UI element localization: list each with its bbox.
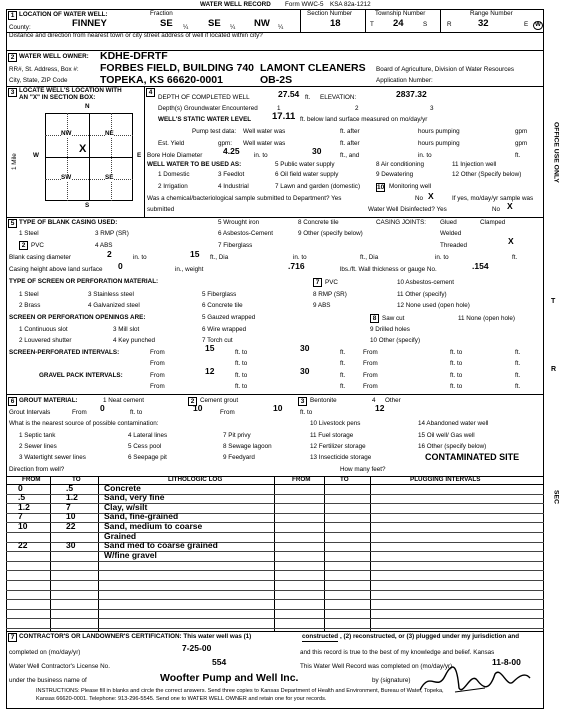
depth-value: 27.54 <box>278 89 300 99</box>
screen-11: 11 Other (specify) <box>397 291 447 298</box>
log-to-cell: 22 <box>66 520 76 531</box>
county-label: County: <box>9 24 31 31</box>
blank-in-to-2: in. to <box>293 254 307 261</box>
casing-2-box: 2 <box>19 241 28 250</box>
joint-clamped: Clamped <box>480 219 506 226</box>
gw-3: 3 <box>430 105 434 112</box>
water-well-record-form: WATER WELL RECORD Form WWC-5 KSA 82a-1212 1 LOCATION OF WATER WELL: County: FINNEY Fraction SE ¼ SE ¼ NW ¼ Section Number 18 Township Number T 24 S Range Number R 32 E W Distance and direction from nearest town or city street address of well if located within city? 2 WATER WELL OWNER: KDHE-DFRTF RR#, St. Address, Box #: FORBES FIELD, BUILDING 740 LAMONT CLEANERS Board of Agriculture, Division of Water Resources City, State, ZIP Code TOPEKA, KS 66620-0001 OB-2S Application Number: 3 LOCATE WELL'S LOCATION WITH AN "X" IN SECTION BOX: N S W E 1 Mile NW NE SW SE X 4 DEPTH OF COMPLETED WELL 27.54 ft. ELEVATION: 2837.32 Depth(s) Groundwater Encountered 1 2 3 WELL'S STATIC WATER LEVEL 17.11 ft. below land surface measured on mo/day/yr Pump test data: Well water was ft. after hours pumping gpm Est. Yield gpm: Well water was ft. after hours pumping gpm Bore Hole Diameter 4.25 in. to 30 ft., and in. to ft. WELL WATER TO BE USED AS: 5 Public water supply 8 Air conditioning 11 Injection well 1 Domestic 3 Feedlot 6 Oil field water supply 9 Dewatering 12 Other (Specify below) 2 Irrigation 4 Industrial 7 Lawn and garden (domestic) 10 Monitoring well Was a chemical/bacteriological sample submitted to Department? Yes No X If yes, mo/day/yr sample was submitted Water Well Disinfected? Yes No X 5 TYPE OF BLANK CASING USED: 5 Wrought iron 8 Concrete tile CASING JOINTS: Glued Clamped 1 Steel 3 RMP (SR) 6 Asbestos-Cement 9 Other (specify below) Welded 2 PVC 4 ABS 7 Fiberglass Threaded X Blank casing diameter 2 in. to 15 ft., Dia in. to ft., Dia in. to ft. Casing height above land surface 0 in., weight .716 lbs./ft. Wall thickness or gauge No. .154 TYPE OF SCREEN OR PERFORATION MATERIAL: 7 PVC 10 Asbestos-cement 1 Steel 3 Stainless steel 5 Fiberglass 8 RMP (SR) 11 Other (specify) 2 Brass 4 Galvanized steel 6 Concrete tile 9 ABS 12 None used (open hole) SCREEN OR PERFORATION OPENINGS ARE: 5 Gauzed wrapped 8 Saw cut 11 None (open hole) 1 Continuous slot 3 Mill slot 6 Wire wrapped 9 Drilled holes 2 Louvered shutter 4 Key punched 7 Torch cut 10 Other (specify) SCREEN-PERFORATED INTERVALS: From 15 ft. to 30 ft. From ft. to ft. From ft. to ft. From ft. to ft. GRAVEL PACK INTERVALS: From 12 ft. to 30 ft. From ft. to ft. From ft. to ft. From ft. to ft. 6 GROUT MATERIAL: 1 Neat cement 2 Cement grout 3 Bentonite 4 Other Grout Intervals From 0 ft. to 10 From 10 ft. to 12 What is the nearest source of possible contamination: 1 Septic tank 4 Lateral lines 7 Pit privy 10 Livestock pens 14 Abandoned water well 2 Sewer lines 5 Cess pool 8 Sewage lagoon 11 Fuel storage 15 Oil well/ Gas well 3 Watertight sewer lines 6 Seepage pit 9 Feedyard 12 Fertilizer storage 16 Other (specify below) 13 Insecticide storage CONTAMINATED SITE Direction from well? How many feet? FROM TO LITHOLOGIC LOG FROM TO PLUGGING INTERVALS 0 .5 Concrete .5 1.2 Sand, very fine 1.2 7 Clay, w/silt 7 10 Sand, fine-grained 10 22 Sand, medium to coarse Grained 22 30 Sand med to coarse grained W/fine gravel 7 CONTRACTOR'S OR LANDOWNER'S CERTIFICATION: This water well was (1) constructed , (2) reconstructed, or (3) plugged under my jurisdiction and completed on (mo/day/yr) 7-25-00 and this record is true to the best of my knowledge and belief. Kansas Water Well Contractor's License No. 554 This Water Well Record was completed on (mo/day/yr) 11-8-00 under the business name of Woofter Pump and Well Inc. by (signature) INSTRUCTIONS: Please fill in blanks and circle the correct answers. Send three copies to Kansas Department of Health and Environment, Bureau of Water, Topeka, Kansas 66620-0001. Telephone: 913-296-5545. Send one to WATER WELL OWNER and retain one for your records. OFFICE USE ONLY T R SEC <box>0 0 567 720</box>
sp-from-label-3: From <box>150 360 165 367</box>
blank-in-to: in. to <box>133 254 147 261</box>
log-row-line <box>6 561 544 562</box>
use-7: 7 Lawn and garden (domestic) <box>275 183 361 190</box>
sp-ft-3: ft. <box>340 360 346 367</box>
screen-10: 10 Asbestos-cement <box>397 279 455 286</box>
grout-4: 4 <box>372 397 376 404</box>
screen-8: 8 RMP (SR) <box>313 291 347 298</box>
city-value: TOPEKA, KS 66620-0001 <box>100 74 223 86</box>
wall-label: lbs./ft. Wall thickness or gauge No. <box>340 266 437 273</box>
gp-ft-2: ft. <box>515 372 521 379</box>
record-title: WATER WELL RECORD <box>200 1 271 8</box>
pump-label: Pump test data: <box>192 128 237 135</box>
opening-8-box: 8 <box>370 314 379 323</box>
location-label: LOCATION OF WATER WELL: <box>19 11 108 18</box>
opening-10: 10 Other (specify) <box>370 337 421 344</box>
address-value: FORBES FIELD, BUILDING 740 <box>100 62 255 74</box>
use-3: 3 Feedlot <box>218 171 245 178</box>
log-to-cell: 1.2 <box>66 492 78 503</box>
use-2: 2 Irrigation <box>158 183 188 190</box>
fraction-q1: SE <box>160 18 173 29</box>
gp-ft-4: ft. <box>515 383 521 390</box>
lithologic-log-header: LITHOLOGIC LOG <box>168 476 223 483</box>
depth-label: DEPTH OF COMPLETED WELL <box>158 94 250 101</box>
joint-welded: Welded <box>440 230 462 237</box>
section-number-value: 18 <box>330 18 341 29</box>
ksa-ref: KSA 82a-1212 <box>330 1 371 8</box>
sp-label: SCREEN-PERFORATED INTERVALS: <box>9 349 120 356</box>
opening-4: 4 Key punched <box>113 337 156 344</box>
chem-if-yes: If yes, mo/day/yr sample was <box>452 195 534 202</box>
casing-joints: CASING JOINTS: <box>376 219 427 226</box>
source-2: 2 Sewer lines <box>19 443 57 450</box>
static-rest: ft. below land surface measured on mo/day/yr <box>300 116 428 123</box>
section-2-number: 2 <box>8 53 17 62</box>
use-10-box: 10 <box>377 184 385 191</box>
ob-value: OB-2S <box>260 74 293 86</box>
quad-nw: NW <box>61 130 72 137</box>
side-t: T <box>551 298 556 305</box>
log-desc-cell: Sand, very fine <box>104 492 165 503</box>
record-label: This Water Well Record was completed on (mo/day/yr) <box>300 663 453 670</box>
chem-no: No <box>415 195 424 202</box>
casing-2-pvc: PVC <box>31 242 44 249</box>
sp-ft-to-3: ft. to <box>235 360 248 367</box>
opening-3: 3 Mill slot <box>113 326 140 333</box>
log-row-line <box>6 513 544 514</box>
casing-6: 6 Asbestos-Cement <box>218 230 273 237</box>
source-9: 9 Feedyard <box>223 454 255 461</box>
source-14: 14 Abandoned water well <box>418 420 489 427</box>
section-1-number: 1 <box>8 11 17 20</box>
gi-ft-to: ft. to <box>130 409 143 416</box>
license-label: Water Well Contractor's License No. <box>9 663 110 670</box>
grout-2-box: 2 <box>188 397 197 406</box>
weight-value: .716 <box>288 261 305 271</box>
locate-label-2: AN "X" IN SECTION BOX: <box>19 94 96 101</box>
elev-value: 2837.32 <box>396 89 427 99</box>
section-5-number: 5 <box>8 219 17 228</box>
gi-from-label: From <box>72 409 87 416</box>
log-desc-cell: Clay, w/silt <box>104 501 148 512</box>
range-label: Range Number <box>470 10 513 17</box>
quarter-sym-3: ¼ <box>278 24 284 31</box>
bore-in-to-2: in. to <box>418 152 432 159</box>
gp-label: GRAVEL PACK INTERVALS: <box>39 372 123 379</box>
business-label: under the business name of <box>9 677 87 684</box>
chem-submitted: submitted <box>147 206 175 213</box>
source-label: What is the nearest source of possible contamination: <box>9 420 159 427</box>
static-value: 17.11 <box>272 111 296 122</box>
range-e: E <box>524 21 529 28</box>
log-to-cell: .5 <box>66 482 74 493</box>
gp-from-label-4: From <box>363 383 378 390</box>
quad-ne: NE <box>105 130 114 137</box>
township-value: 24 <box>393 18 404 29</box>
compass-e: E <box>137 152 142 159</box>
grout-2-cement: Cement grout <box>200 397 239 404</box>
source-1: 1 Septic tank <box>19 432 56 439</box>
gi-to-value-2: 12 <box>375 403 385 413</box>
range-prefix: R <box>447 21 452 28</box>
source-6: 6 Seepage pit <box>128 454 167 461</box>
gp-to-value: 30 <box>300 366 310 376</box>
source-11: 11 Fuel storage <box>310 432 354 439</box>
quarter-sym-1: ¼ <box>183 24 189 31</box>
compass-w: W <box>33 152 39 159</box>
locate-label: LOCATE WELL'S LOCATION WITH <box>19 87 122 94</box>
fraction-q2: SE <box>208 18 221 29</box>
source-13: 13 Insecticide storage <box>310 454 372 461</box>
use-8: 8 Air conditioning <box>376 161 424 168</box>
yield-gpm-2: gpm <box>515 140 528 147</box>
log-to-cell: 30 <box>66 540 76 551</box>
record-date: 11-8-00 <box>492 657 521 667</box>
opening-6: 6 Wire wrapped <box>202 326 247 333</box>
use-label: WELL WATER TO BE USED AS: <box>147 161 242 168</box>
screen-6: 6 Concrete tile <box>202 302 243 309</box>
bore-ft: ft. <box>515 152 521 159</box>
bore-ft-and: ft., and <box>340 152 360 159</box>
screen-3: 3 Stainless steel <box>88 291 134 298</box>
openings-label: SCREEN OR PERFORATION OPENINGS ARE: <box>9 314 146 321</box>
source-12: 12 Fertilizer storage <box>310 443 366 450</box>
sp-ft-to: ft. to <box>235 349 248 356</box>
height-weight: in., weight <box>175 266 204 273</box>
casing-label: TYPE OF BLANK CASING USED: <box>19 219 118 226</box>
blank-dia-value: 2 <box>107 249 112 259</box>
pump-hours: hours pumping <box>418 128 460 135</box>
gp-ft-to-4: ft. to <box>450 383 463 390</box>
use-5: 5 Public water supply <box>275 161 335 168</box>
screen-4: 4 Galvanized steel <box>88 302 140 309</box>
joint-glued: Glued <box>440 219 457 226</box>
township-label: Township Number <box>375 10 426 17</box>
disinf-no: No <box>492 206 501 213</box>
source-5: 5 Cess pool <box>128 443 162 450</box>
log-from-cell: 7 <box>18 511 23 522</box>
gw-2: 2 <box>355 105 359 112</box>
board-label: Board of Agriculture, Division of Water Resources <box>376 66 515 73</box>
log-row-line <box>6 599 544 600</box>
business-value: Woofter Pump and Well Inc. <box>160 672 299 684</box>
casing-8: 8 Concrete tile <box>298 219 339 226</box>
side-r: R <box>551 366 557 373</box>
yield-hours: hours pumping <box>418 140 460 147</box>
plug-from-header: FROM <box>292 476 311 483</box>
use-9: 9 Dewatering <box>376 171 414 178</box>
gp-from-label-3: From <box>150 383 165 390</box>
opening-7: 7 Torch cut <box>202 337 233 344</box>
true-label: and this record is true to the best of my knowledge and belief. Kansas <box>300 649 495 656</box>
log-row-line <box>6 503 544 504</box>
log-row-line <box>6 522 544 523</box>
yield-ft-after: ft. after <box>340 140 360 147</box>
gi-ft-to-2: ft. to <box>300 409 313 416</box>
source-15: 15 Oil well/ Gas well <box>418 432 475 439</box>
opening-2: 2 Louvered shutter <box>19 337 72 344</box>
log-to-header: TO <box>72 476 81 483</box>
gp-ft-3: ft. <box>340 383 346 390</box>
well-location-x: X <box>79 143 87 155</box>
sp-ft-2: ft. <box>515 349 521 356</box>
screen-label: TYPE OF SCREEN OR PERFORATION MATERIAL: <box>9 278 159 285</box>
sp-from-label-4: From <box>363 360 378 367</box>
side-sec: SEC <box>552 490 560 504</box>
screen-1: 1 Steel <box>19 291 39 298</box>
section-4-number: 4 <box>146 88 155 97</box>
source-8: 8 Sewage lagoon <box>223 443 272 450</box>
owner-value: KDHE-DFRTF <box>100 50 168 62</box>
disinf-no-x: X <box>507 201 513 211</box>
log-desc-cell: Sand, medium to coarse <box>104 520 203 531</box>
yield-gpm: gpm: <box>218 140 232 147</box>
bore-label: Bore Hole Diameter <box>147 152 203 159</box>
opening-9: 9 Drilled holes <box>370 326 410 333</box>
joint-threaded: Threaded <box>440 242 467 249</box>
sp-from-label-2: From <box>363 349 378 356</box>
log-desc-cell: Concrete <box>104 482 141 493</box>
screen-2: 2 Brass <box>19 302 41 309</box>
opening-11: 11 None (open hole) <box>458 315 515 322</box>
range-value: 32 <box>478 18 489 29</box>
completed-label: completed on (mo/day/yr) <box>9 649 81 656</box>
opening-8-saw: Saw cut <box>382 315 405 322</box>
use-11: 11 Injection well <box>452 161 497 168</box>
compass-n: N <box>85 103 90 110</box>
contractor-signature <box>415 662 535 702</box>
grout-other: Other <box>385 397 401 404</box>
casing-7: 7 Fiberglass <box>218 242 253 249</box>
log-desc-cell: Sand med to coarse grained <box>104 540 218 551</box>
chem-no-x: X <box>428 191 434 201</box>
wall-value: .154 <box>472 261 489 271</box>
section-6-number: 6 <box>8 397 17 406</box>
opening-1: 1 Continuous slot <box>19 326 68 333</box>
section-number-label: Section Number <box>307 10 353 17</box>
blank-to-value: 15 <box>190 249 200 259</box>
use-1: 1 Domestic <box>158 171 190 178</box>
gp-from-value: 12 <box>205 366 215 376</box>
compass-s: S <box>85 202 90 209</box>
blank-in-to-3: in. to <box>435 254 449 261</box>
pump-well-water: Well water was <box>243 128 286 135</box>
sp-ft-to-2: ft. to <box>450 349 463 356</box>
pump-gpm: gpm <box>515 128 528 135</box>
grout-intervals-label: Grout Intervals <box>9 409 51 416</box>
rr-label: RR#, St. Address, Box #: <box>9 66 79 73</box>
grout-3-bentonite: Bentonite <box>310 397 337 404</box>
screen-7-box: 7 <box>313 278 322 287</box>
quad-se: SE <box>105 174 114 181</box>
log-row-line <box>6 542 544 543</box>
log-row-line <box>6 609 544 610</box>
yield-label: Est. Yield <box>158 140 185 147</box>
gp-ft-to: ft. to <box>235 372 248 379</box>
log-row-line <box>6 580 544 581</box>
casing-1: 1 Steel <box>19 230 39 237</box>
mile-label: 1 Mile <box>11 153 18 170</box>
signature-label: by (signature) <box>372 677 411 684</box>
sp-ft: ft. <box>340 349 346 356</box>
instructions-1: INSTRUCTIONS: Please fill in blanks and circle the correct answers. Send three copies to Kansas Department of Health and Environment, Bureau of Water, Topeka, <box>36 688 444 694</box>
elev-label: ELEVATION: <box>320 94 357 101</box>
township-suffix: S <box>423 21 428 28</box>
grout-1: 1 Neat cement <box>103 397 144 404</box>
range-w-circled: W <box>535 21 541 28</box>
distance-label: Distance and direction from nearest town or city street address of well if located within city? <box>9 32 263 39</box>
bore-in-to: in. to <box>254 152 268 159</box>
blank-dia-label: Blank casing diameter <box>9 254 71 261</box>
bore-to-value: 30 <box>312 146 322 156</box>
screen-9: 9 ABS <box>313 302 331 309</box>
gi-to-value: 10 <box>193 403 203 413</box>
form-number: Form WWC-5 <box>285 1 324 8</box>
log-row-line <box>6 628 544 629</box>
cert-constructed: constructed <box>302 633 339 640</box>
fraction-q3: NW <box>254 18 270 29</box>
sp-ft-to-4: ft. to <box>450 360 463 367</box>
log-row-line <box>6 551 544 552</box>
height-label: Casing height above land surface <box>9 266 103 273</box>
gp-ft-to-3: ft. to <box>235 383 248 390</box>
log-to-cell: 10 <box>66 511 76 522</box>
log-row-line <box>6 570 544 571</box>
lamont-cleaners: LAMONT CLEANERS <box>260 62 366 74</box>
gp-from-label-2: From <box>363 372 378 379</box>
gw-label: Depth(s) Groundwater Encountered <box>158 105 258 112</box>
source-10: 10 Livestock pens <box>310 420 361 427</box>
source-3: 3 Watertight sewer lines <box>19 454 86 461</box>
log-row-line <box>6 590 544 591</box>
log-desc-cell: Sand, fine-grained <box>104 511 179 522</box>
log-from-cell: 0 <box>18 482 23 493</box>
use-4: 4 Industrial <box>218 183 249 190</box>
gp-from-label: From <box>150 372 165 379</box>
opening-5: 5 Gauzed wrapped <box>202 314 256 321</box>
section-7-number: 7 <box>8 633 17 642</box>
log-desc-cell: Grained <box>104 530 137 541</box>
city-label: City, State, ZIP Code <box>9 77 68 84</box>
use-10-monitoring: Monitoring well <box>389 183 431 190</box>
instructions-2: Kansas 66620-0001. Telephone: 913-296-5545. Send one to WATER WELL OWNER and retain one for your records. <box>36 696 327 702</box>
source-4: 4 Lateral lines <box>128 432 168 439</box>
plug-to-header: TO <box>340 476 349 483</box>
county-value: FINNEY <box>72 18 107 29</box>
grout-label: GROUT MATERIAL: <box>19 397 78 404</box>
grout-3-box: 3 <box>298 397 307 406</box>
height-value: 0 <box>118 261 123 271</box>
casing-9: 9 Other (specify below) <box>298 230 363 237</box>
license-value: 554 <box>212 657 227 667</box>
casing-5: 5 Wrought iron <box>218 219 260 226</box>
log-from-cell: 22 <box>18 540 28 551</box>
gp-ft-to-2: ft. to <box>450 372 463 379</box>
threaded-x: X <box>508 236 514 246</box>
cert-label-2: , (2) reconstructed, or (3) plugged under my jurisdiction and <box>340 633 520 640</box>
fraction-label: Fraction <box>150 10 173 17</box>
use-6: 6 Oil field water supply <box>275 171 339 178</box>
log-row-line <box>6 532 544 533</box>
source-16: 16 Other (specify below) <box>418 443 487 450</box>
sp-from-label: From <box>150 349 165 356</box>
quad-sw: SW <box>61 174 72 181</box>
log-row-line <box>6 618 544 619</box>
screen-7-pvc: PVC <box>325 279 338 286</box>
section-3-number: 3 <box>8 88 17 97</box>
depth-ft: ft. <box>305 94 311 101</box>
completed-value: 7-25-00 <box>182 643 212 653</box>
blank-ft-dia: ft., Dia <box>210 254 229 261</box>
sp-to-value: 30 <box>300 343 310 353</box>
sp-from-value: 15 <box>205 343 215 353</box>
contaminated-site: CONTAMINATED SITE <box>425 452 520 462</box>
owner-label: WATER WELL OWNER: <box>19 53 89 60</box>
use-12: 12 Other (Specify below) <box>452 171 522 178</box>
disinf-label: Water Well Disinfected? Yes <box>368 206 447 213</box>
pump-ft-after: ft. after <box>340 128 360 135</box>
log-desc-cell: W/fine gravel <box>104 549 157 560</box>
sp-ft-4: ft. <box>515 360 521 367</box>
bore-value: 4.25 <box>223 146 240 156</box>
source-7: 7 Pit privy <box>223 432 251 439</box>
blank-ft-3: ft. <box>512 254 518 261</box>
screen-5: 5 Fiberglass <box>202 291 237 298</box>
how-many-label: How many feet? <box>340 466 386 473</box>
gp-ft: ft. <box>340 372 346 379</box>
yield-well-water: Well water was <box>243 140 286 147</box>
static-label: WELL'S STATIC WATER LEVEL <box>158 116 252 123</box>
log-from-cell: 10 <box>18 520 28 531</box>
log-to-cell: 7 <box>66 501 71 512</box>
log-from-cell: 1.2 <box>18 501 30 512</box>
chem-label: Was a chemical/bacteriological sample submitted to Department? Yes <box>147 195 342 202</box>
direction-label: Direction from well? <box>9 466 65 473</box>
office-use-only: OFFICE USE ONLY <box>552 122 560 183</box>
gi-from-value-2: 10 <box>273 403 283 413</box>
gi-from-value: 0 <box>100 403 105 413</box>
plugging-header: PLUGGING INTERVALS <box>410 476 481 483</box>
application-label: Application Number: <box>376 77 433 84</box>
log-from-cell: .5 <box>18 492 26 503</box>
cert-label: CONTRACTOR'S OR LANDOWNER'S CERTIFICATION: This water well was (1) <box>19 633 252 640</box>
log-from-header: FROM <box>22 476 41 483</box>
casing-4: 4 ABS <box>95 242 113 249</box>
log-row-line <box>6 494 544 495</box>
blank-ft-dia-2: ft., Dia <box>360 254 379 261</box>
gi-ft-from: From <box>220 409 235 416</box>
quarter-sym-2: ¼ <box>230 24 236 31</box>
gw-1: 1 <box>277 105 281 112</box>
screen-12: 12 None used (open hole) <box>397 302 470 309</box>
casing-3: 3 RMP (SR) <box>95 230 129 237</box>
